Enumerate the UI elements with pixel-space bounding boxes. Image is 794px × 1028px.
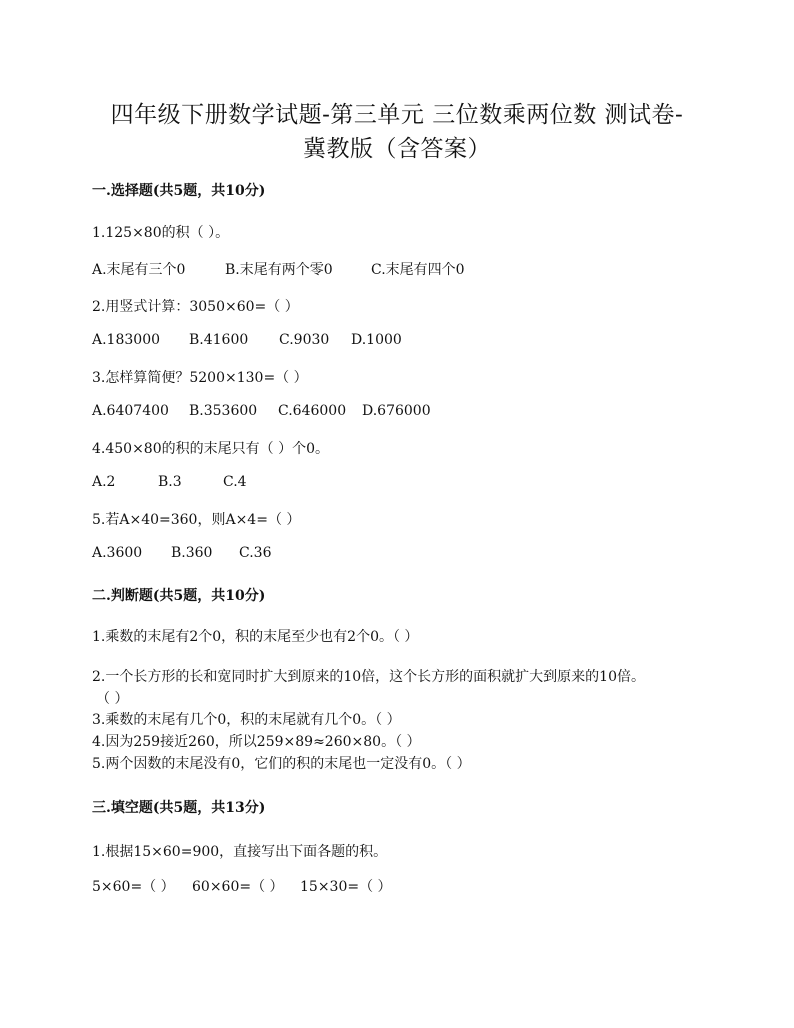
fill-question-1: 1.根据15×60=900，直接写出下面各题的积。: [92, 844, 388, 860]
choice-option: A.2: [92, 474, 116, 490]
choice-question-2: 2.用竖式计算：3050×60=（ ）: [92, 299, 299, 315]
choice-option: C.9030: [279, 332, 330, 348]
fill-item: 15×30=（ ）: [300, 879, 392, 895]
choice-question-1: 1.125×80的积（ ）。: [92, 225, 230, 241]
choice-option: A.183000: [92, 332, 161, 348]
choice-option: A.3600: [92, 545, 143, 561]
choice-question-3-options: [92, 403, 431, 419]
choice-option: C.646000: [278, 403, 347, 419]
choice-option: A.末尾有三个0: [92, 262, 186, 278]
fill-item: 60×60=（ ）: [192, 879, 284, 895]
choice-question-5-options: [92, 545, 271, 561]
choice-question-5: 5.若A×40=360，则A×4=（ ）: [92, 512, 301, 528]
choice-question-4-options: [92, 474, 247, 490]
judge-question-2-answer: （ ）: [96, 691, 129, 707]
section-heading-judge: 二.判断题(共5题，共10分): [92, 588, 266, 604]
fill-question-1-items: [92, 876, 392, 896]
choice-option: B.3: [158, 474, 182, 490]
fill-item: 5×60=（ ）: [92, 879, 175, 895]
choice-option: D.1000: [351, 332, 402, 348]
section-heading-fill: 三.填空题(共5题，共13分): [92, 800, 266, 816]
judge-question-4: 4.因为259接近260，所以259×89≈260×80。（ ）: [92, 734, 421, 750]
choice-question-2-options: [92, 332, 402, 348]
choice-option: B.末尾有两个零0: [225, 262, 333, 278]
choice-option: D.676000: [362, 403, 431, 419]
choice-option: C.末尾有四个0: [371, 262, 465, 278]
choice-question-1-options: [92, 259, 465, 279]
section-heading-choice: 一.选择题(共5题，共10分): [92, 183, 266, 199]
judge-question-2: 2.一个长方形的长和宽同时扩大到原来的10倍，这个长方形的面积就扩大到原来的10倍。: [92, 669, 645, 685]
choice-option: C.4: [223, 474, 247, 490]
document-title-line-2: 冀教版（含答案）: [303, 136, 491, 162]
choice-question-4: 4.450×80的积的末尾只有（ ）个0。: [92, 441, 329, 457]
choice-option: B.353600: [189, 403, 258, 419]
judge-question-1: 1.乘数的末尾有2个0，积的末尾至少也有2个0。（ ）: [92, 629, 419, 645]
choice-option: B.360: [171, 545, 213, 561]
choice-option: A.6407400: [92, 403, 169, 419]
document-title-line-1: 四年级下册数学试题-第三单元 三位数乘两位数 测试卷-: [110, 102, 684, 128]
choice-question-3: 3.怎样算简便？5200×130=（ ）: [92, 370, 308, 386]
choice-option: C.36: [239, 545, 272, 561]
choice-option: B.41600: [189, 332, 249, 348]
judge-question-3: 3.乘数的末尾有几个0，积的末尾就有几个0。（ ）: [92, 712, 401, 728]
judge-question-5: 5.两个因数的末尾没有0，它们的积的末尾也一定没有0。（ ）: [92, 756, 471, 772]
